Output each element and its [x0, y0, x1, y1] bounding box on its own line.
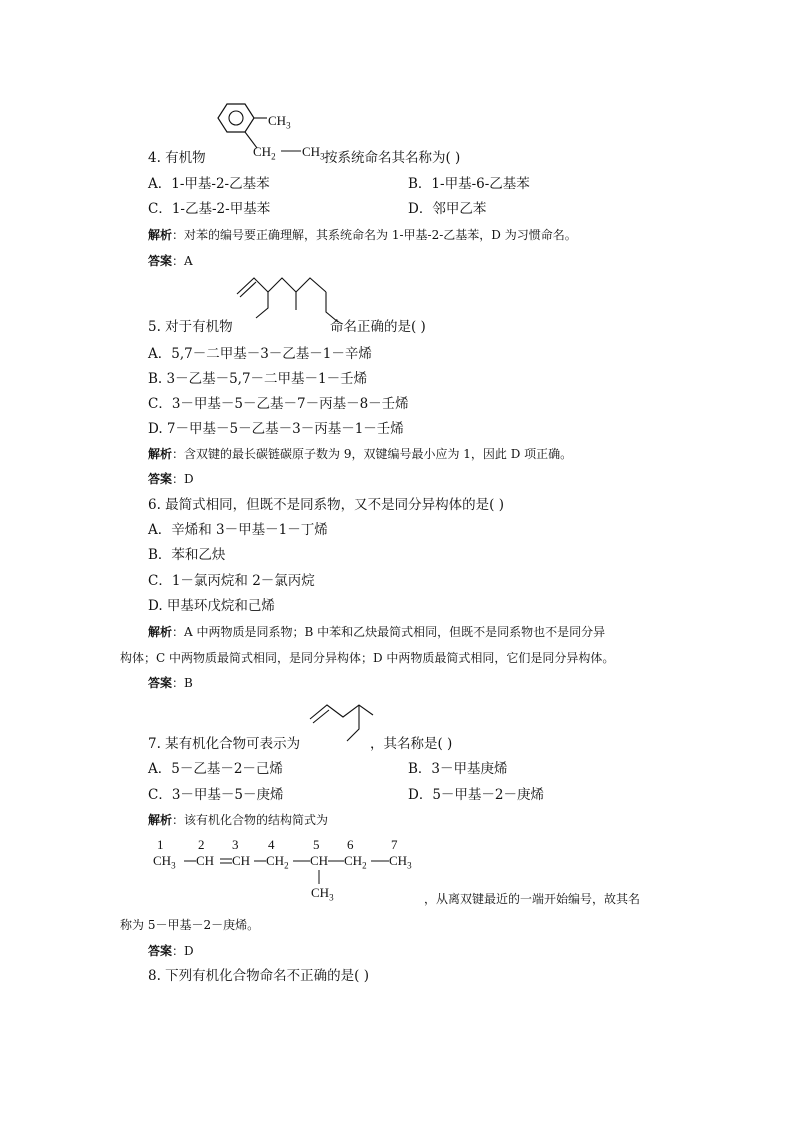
q5-option-a: A．5,7－二甲基－3－乙基－1－辛烯: [148, 346, 372, 362]
q5-skeletal-structure: [232, 272, 342, 332]
q6-option-a: A．辛烯和 3－甲基－1－丁烯: [148, 522, 328, 538]
q7-carbon-number-1: 1: [157, 837, 164, 852]
q7-formula-c4: $CH_2$: [266, 853, 289, 871]
q4-stem-post: 按系统命名其名称为( ): [324, 150, 461, 166]
q6-option-c: C．1－氯丙烷和 2－氯丙烷: [148, 573, 315, 589]
q7-formula-c5: CH: [310, 853, 329, 868]
q4-explanation: 解析：对苯的编号要正确理解，其系统命名为 1-甲基-2-乙基苯，D 为习惯命名。: [148, 228, 577, 242]
q8-stem: 8. 下列有机化合物命名不正确的是( ): [148, 968, 369, 984]
q7-formula-c7: $CH_3$: [389, 853, 412, 871]
q4-option-c: C．1-乙基-2-甲基苯: [148, 201, 271, 217]
q7-formula-branch: $CH_3$: [311, 885, 334, 903]
q7-explanation-line-3: 称为 5－甲基－2－庚烯。: [120, 918, 260, 932]
q7-explanation-cont: ，从离双键最近的一端开始编号，故其名: [424, 892, 641, 906]
q7-answer: 答案：D: [148, 944, 194, 958]
q5-answer: 答案：D: [148, 472, 194, 486]
q7-carbon-number-6: 6: [347, 837, 354, 852]
q7-option-d: D．5－甲基－2－庚烯: [408, 787, 545, 803]
q4-stem-pre: 4. 有机物: [148, 150, 206, 166]
q4-option-d: D．邻甲乙苯: [408, 201, 487, 217]
q4-methyl-label: $CH_3$: [268, 113, 291, 131]
q7-carbon-number-2: 2: [198, 837, 205, 852]
q6-option-d: D. 甲基环戊烷和己烯: [148, 598, 275, 614]
q6-option-b: B．苯和乙炔: [148, 547, 226, 563]
q7-stem-pre: 7. 某有机化合物可表示为: [148, 736, 301, 752]
q5-explanation: 解析：含双键的最长碳链碳原子数为 9，双键编号最小应为 1，因此 D 项正确。: [148, 447, 573, 461]
q7-explanation: 解析：该有机化合物的结构简式为: [148, 813, 329, 827]
q5-stem-post: 命名正确的是( ): [330, 319, 426, 335]
q7-carbon-number-3: 3: [232, 837, 239, 852]
q7-option-c: C．3－甲基－5－庚烯: [148, 787, 284, 803]
q4-ethyl-label-a: $CH_2$: [253, 144, 276, 162]
q7-formula-c1: $CH_3$: [153, 853, 176, 871]
q4-option-b: B．1-甲基-6-乙基苯: [408, 176, 530, 192]
q7-formula-c6: $CH_2$: [344, 853, 367, 871]
q7-formula-c3: CH: [232, 853, 251, 868]
q5-option-d: D. 7－甲基－5－乙基－3－丙基－1－壬烯: [148, 421, 404, 437]
q7-carbon-number-5: 5: [313, 837, 320, 852]
q6-explanation-line-1: 解析：A 中两物质是同系物；B 中苯和乙炔最简式相同，但既不是同系物也不是同分异: [148, 625, 606, 639]
q5-option-c: C．3－甲基－5－乙基－7－丙基－8－壬烯: [148, 396, 409, 412]
q7-carbon-number-7: 7: [391, 837, 398, 852]
q4-answer: 答案：A: [148, 254, 193, 268]
q4-ethyl-label-b: $CH_3$: [302, 144, 325, 162]
q6-answer: 答案：B: [148, 676, 193, 690]
q5-stem-pre: 5. 对于有机物: [148, 319, 233, 335]
q4-option-a: A．1-甲基-2-乙基苯: [148, 176, 270, 192]
q6-explanation-line-2: 构体；C 中两物质最简式相同，是同分异构体；D 中两物质最简式相同，它们是同分异构体。: [120, 651, 615, 665]
q6-stem: 6. 最简式相同，但既不是同系物，又不是同分异构体的是( ): [148, 497, 504, 513]
q5-option-b: B. 3－乙基－5,7－二甲基－1－壬烯: [148, 371, 368, 387]
q7-option-b: B．3－甲基庚烯: [408, 761, 508, 777]
q7-carbon-number-4: 4: [268, 837, 275, 852]
q7-option-a: A．5－乙基－2－己烯: [148, 761, 283, 777]
q7-formula-c2: CH: [196, 853, 215, 868]
q7-stem-post: ，其名称是( ): [370, 736, 453, 752]
